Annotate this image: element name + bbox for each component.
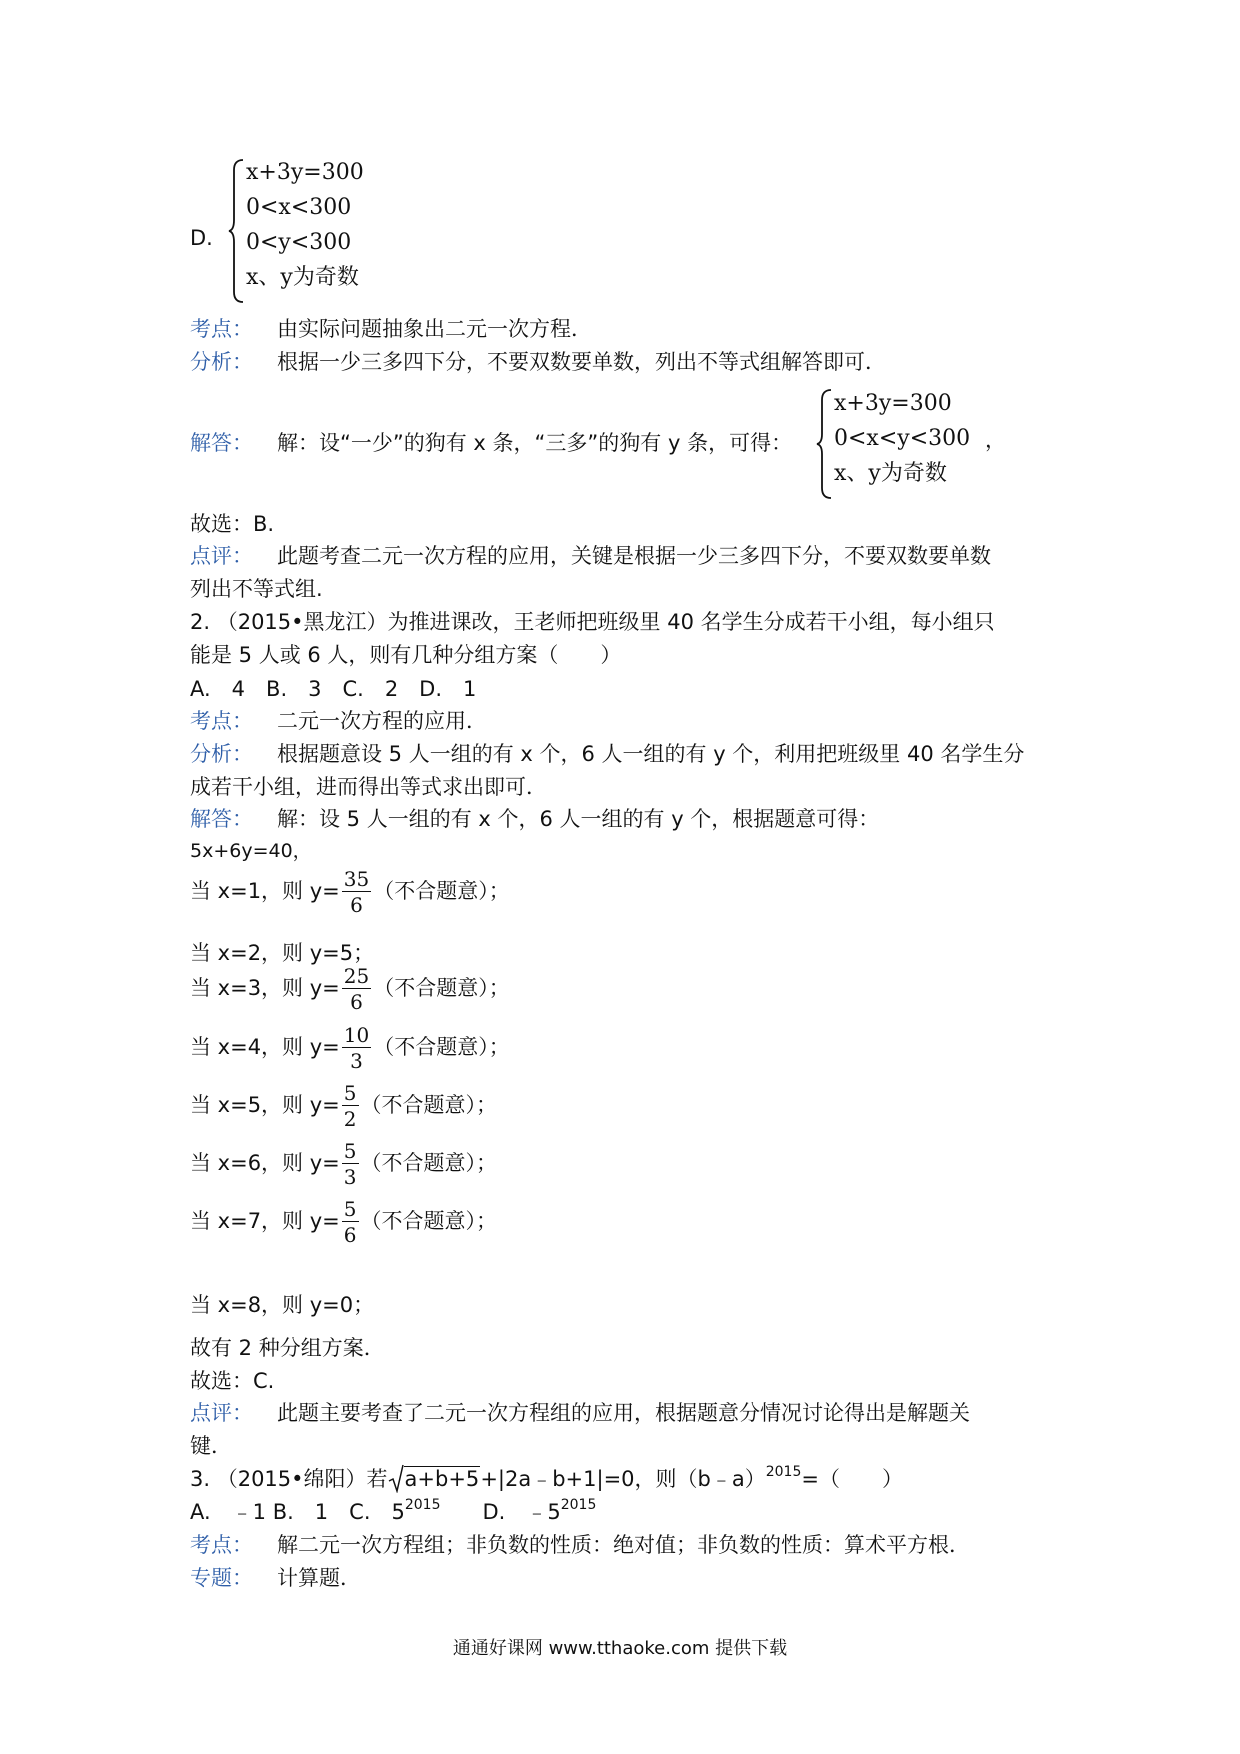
q2-options: A. 4 B. 3 C. 2 D. 1 [190, 677, 477, 701]
fraction [342, 1199, 359, 1245]
case-line [190, 966, 510, 1012]
kaodian-text: 由实际问题抽象出二元一次方程． [277, 317, 592, 341]
system-row: 0<y<300 [246, 230, 352, 255]
q2-dianping [190, 1403, 970, 1424]
q2-fenxi [190, 744, 1024, 765]
q3-options [190, 1497, 597, 1524]
dianping-text: 此题考查二元一次方程的应用，关键是根据一少三多四下分，不要双数要单数 [277, 544, 991, 568]
dianping-label: 点评： [190, 1401, 253, 1425]
case-line [190, 869, 510, 915]
radicand: a+b+5 [404, 1467, 480, 1491]
kaodian-label: 考点： [190, 317, 253, 341]
zhuanti-label: 专题： [190, 1566, 253, 1590]
jieda-tail: ， [985, 428, 1006, 452]
fraction-denominator: 6 [350, 893, 363, 917]
case-line [190, 1199, 497, 1245]
fraction-denominator: 3 [350, 1049, 363, 1073]
sqrt-icon [388, 1463, 404, 1493]
case-note: （不合题意）； [373, 1035, 510, 1059]
kaodian-label: 考点： [190, 709, 253, 733]
system-row: x、y为奇数 [834, 461, 947, 486]
fraction-numerator: 5 [343, 1197, 357, 1221]
system-row: x+3y=300 [834, 391, 952, 416]
q2-answer: 故选：C. [190, 1369, 275, 1393]
q1-jieda [190, 433, 792, 454]
case-line [190, 1083, 497, 1129]
case-text: 当 x=1，则 y= [190, 879, 340, 903]
left-brace-icon [228, 158, 246, 304]
q3-option-d: D. ﹣5 [440, 1500, 561, 1524]
fraction-denominator: 6 [350, 990, 363, 1014]
q3-stem-pre: 3. （2015•绵阳）若 [190, 1467, 388, 1491]
exponent: 2015 [560, 1497, 597, 1513]
left-brace-icon [816, 388, 834, 500]
q1-fenxi [190, 352, 886, 373]
q3-stem-mid: +|2a﹣b+1|=0，则（b﹣a） [480, 1467, 766, 1491]
fenxi-text: 根据题意设 5 人一组的有 x 个，6 人一组的有 y 个，利用把班级里 40 名学生分 [277, 742, 1025, 766]
q2-equation: 5x+6y=40， [190, 840, 312, 862]
fraction [342, 1141, 359, 1187]
case-text: 当 x=7，则 y= [190, 1209, 340, 1233]
case-text: 当 x=3，则 y= [190, 976, 340, 1000]
option-d-system [246, 155, 364, 295]
case-text: 当 x=8，则 y=0； [190, 1293, 375, 1317]
case-text: 当 x=4，则 y= [190, 1035, 340, 1059]
fraction [342, 1025, 371, 1071]
zhuanti-text: 计算题． [277, 1566, 361, 1590]
fraction-numerator: 5 [343, 1081, 357, 1105]
kaodian-text: 二元一次方程的应用． [277, 709, 487, 733]
page-footer: 通通好课网 www.tthaoke.com 提供下载 [452, 1638, 788, 1659]
q3-stem [190, 1464, 903, 1491]
q2-stem-line2: 能是 5 人或 6 人，则有几种分组方案（ ） [190, 643, 622, 667]
fraction-numerator: 25 [343, 964, 370, 988]
case-text: 当 x=6，则 y= [190, 1151, 340, 1175]
system-row: x、y为奇数 [246, 265, 359, 290]
jieda-label: 解答： [190, 807, 253, 831]
case-text: 当 x=2，则 y=5； [190, 941, 375, 965]
dianping-text: 此题主要考查了二元一次方程组的应用，根据题意分情况讨论得出是解题关 [277, 1401, 970, 1425]
case-note: （不合题意）； [373, 879, 510, 903]
q1-dianping-cont: 列出不等式组. [190, 577, 323, 601]
exponent: 2015 [404, 1497, 441, 1513]
q2-kaodian [190, 711, 487, 732]
fenxi-text: 根据一少三多四下分，不要双数要单数，列出不等式组解答即可． [277, 350, 886, 374]
fraction-denominator: 3 [343, 1165, 357, 1189]
q2-conclusion: 故有 2 种分组方案． [190, 1336, 385, 1360]
case-note: （不合题意）； [373, 976, 510, 1000]
q1-kaodian [190, 319, 592, 340]
kaodian-label: 考点： [190, 1533, 253, 1557]
kaodian-text: 解二元一次方程组；非负数的性质：绝对值；非负数的性质：算术平方根． [277, 1533, 970, 1557]
q2-stem-line1: 2. （2015•黑龙江）为推进课改，王老师把班级里 40 名学生分成若干小组，每小组只 [190, 610, 995, 634]
case-note: （不合题意）； [360, 1151, 497, 1175]
q3-zhuanti [190, 1568, 361, 1589]
case-text: 当 x=5，则 y= [190, 1093, 340, 1117]
option-d-label: D. [190, 226, 213, 250]
system-row: 0<x<300 [246, 195, 352, 220]
dianping-label: 点评： [190, 544, 253, 568]
fraction-numerator: 35 [343, 867, 370, 891]
fraction-denominator: 2 [343, 1107, 357, 1131]
case-line [190, 1295, 374, 1316]
q2-jieda [190, 809, 879, 830]
q2-dianping-cont: 键． [190, 1434, 232, 1458]
case-note: （不合题意）； [360, 1209, 497, 1233]
jieda-label: 解答： [190, 431, 253, 455]
exponent: 2015 [765, 1464, 802, 1480]
q3-stem-post: =（ ） [801, 1467, 903, 1491]
q3-kaodian [190, 1535, 970, 1556]
case-line [190, 1025, 510, 1071]
sqrt-expression [388, 1469, 481, 1490]
fenxi-label: 分析： [190, 742, 253, 766]
fraction [342, 966, 371, 1012]
q2-fenxi-cont: 成若干小组，进而得出等式求出即可． [190, 775, 547, 799]
q1-dianping [190, 546, 991, 567]
q1-answer: 故选：B. [190, 512, 275, 536]
jieda-text: 解：设“一少”的狗有 x 条，“三多”的狗有 y 条，可得： [277, 431, 793, 455]
fraction [342, 869, 371, 915]
q3-options-ac: A. ﹣1 B. 1 C. 5 [190, 1500, 405, 1524]
jieda-system [834, 386, 970, 491]
system-row: x+3y=300 [246, 160, 364, 185]
case-line [190, 943, 374, 964]
case-line [190, 1141, 497, 1187]
system-row: 0<x<y<300 [834, 426, 971, 451]
jieda-text: 解：设 5 人一组的有 x 个，6 人一组的有 y 个，根据题意可得： [277, 807, 880, 831]
fraction-denominator: 6 [343, 1223, 357, 1247]
fraction-numerator: 10 [343, 1023, 370, 1047]
fenxi-label: 分析： [190, 350, 253, 374]
case-note: （不合题意）； [360, 1093, 497, 1117]
fraction-numerator: 5 [343, 1139, 357, 1163]
fraction [342, 1083, 359, 1129]
